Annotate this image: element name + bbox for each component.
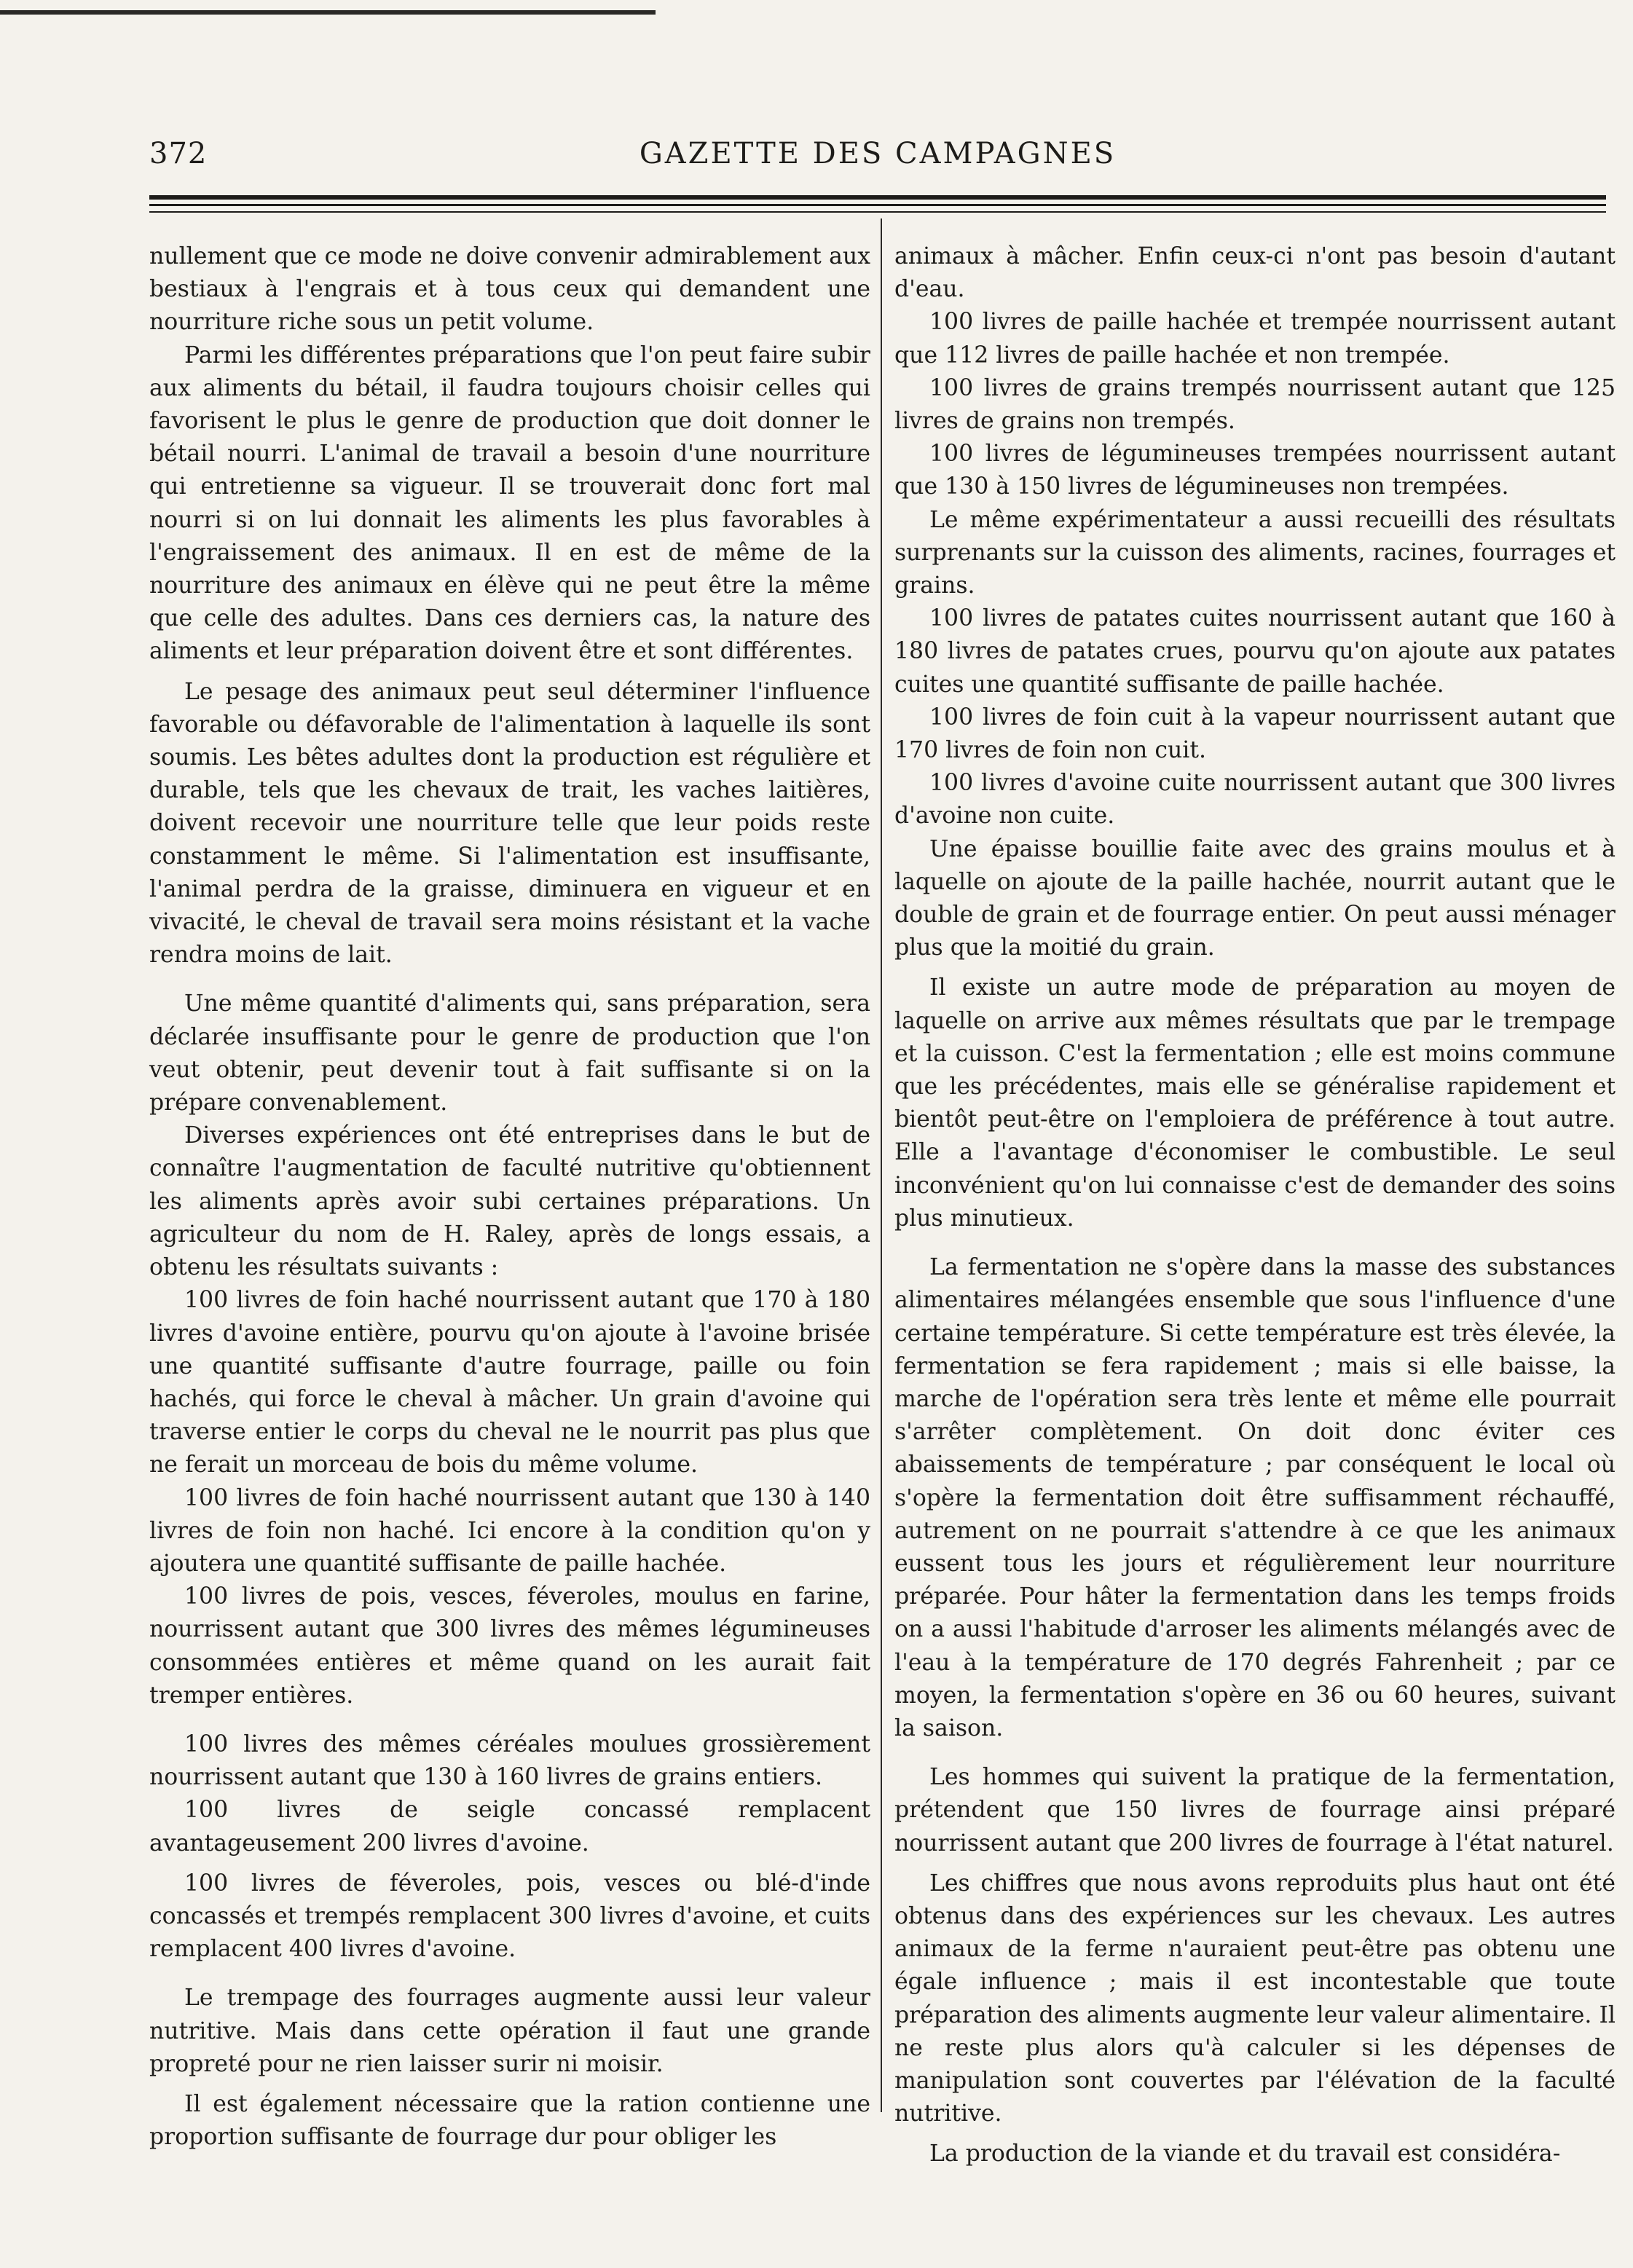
paragraph: 100 livres d'avoine cuite nourrissent autant que 300 livres d'avoine non cuite. (894, 770, 1616, 830)
paragraph: Une épaisse bouillie faite avec des grains moulus et à laquelle on ajoute de la paille hachée, nourrit autant que le double de grain et de fourrage entier. On peut aussi ménager plus que la moitié du grain. (894, 835, 1616, 961)
paragraph: Parmi les différentes préparations que l'on peut faire subir aux aliments du bétail, il faudra toujours choisir celles qui favorisent le plus le genre de production que doit donner le bétail nourri. L'animal de travail a besoin d'une nourriture qui entretienne sa vigueur. Il se trouverait donc fort mal nourri si on lui donnait les aliments les plus favorables à l'engraissement des animaux. Il en est de même de la nourriture des animaux en élève qui ne peut être la même que celle des adultes. Dans ces derniers cas, la nature des aliments et leur préparation doivent être et sont différentes. (149, 342, 870, 665)
paragraph: 100 livres de patates cuites nourrissent autant que 160 à 180 livres de patates crues, pourvu qu'on ajoute aux patates cuites une quantité suffisante de paille hachée. (894, 605, 1616, 698)
paragraph: 100 livres de seigle concassé remplacent avantageusement 200 livres d'avoine. (149, 1797, 870, 1856)
paragraph: 100 livres de pois, vesces, féveroles, moulus en farine, nourrissent autant que 300 livres des mêmes légumineuses consommées entières et même quand on les aurait fait tremper entières. (149, 1583, 870, 1709)
top-rule (0, 10, 656, 15)
paragraph: animaux à mâcher. Enfin ceux-ci n'ont pas besoin d'autant d'eau. (894, 243, 1616, 303)
paragraph: 100 livres de grains trempés nourrissent autant que 125 livres de grains non trempés. (894, 374, 1616, 435)
paragraph: nullement que ce mode ne doive convenir admirablement aux bestiaux à l'engrais et à tous ceux qui demandent une nourriture riche sous un petit volume. (149, 243, 870, 336)
paragraph: 100 livres de foin haché nourrissent autant que 130 à 140 livres de foin non haché. Ici encore à la condition qu'on y ajoutera une quantité suffisante de paille hachée. (149, 1484, 870, 1577)
paragraph: 100 livres de foin haché nourrissent autant que 170 à 180 livres d'avoine entière, pourvu qu'on ajoute à l'avoine brisée une quantité suffisante d'autre fourrage, paille ou foin hachés, qui force le cheval à mâcher. Un grain d'avoine qui traverse entier le corps du cheval ne le nourrit pas plus que ne ferait un morceau de bois du même volume. (149, 1287, 870, 1478)
paragraph: Il est également nécessaire que la ration contienne une proportion suffisante de fourrage dur pour obliger les (149, 2090, 870, 2151)
page-number: 372 (149, 137, 208, 170)
paragraph: Le pesage des animaux peut seul déterminer l'influence favorable ou défavorable de l'alimentation à laquelle ils sont soumis. Les bêtes adultes dont la production est régulière et durable, tels que les chevaux de trait, les vaches laitières, doivent recevoir une nourriture telle que leur poids reste constamment le même. Si l'alimentation est insuffisante, l'animal perdra de la graisse, diminuera en vigueur et en vivacité, le cheval de travail sera moins résistant et la vache rendra moins de lait. (149, 678, 870, 969)
left-column (149, 240, 870, 2154)
paragraph: 100 livres de féveroles, pois, vesces ou blé-d'inde concassés et trempés remplacent 300 livres d'avoine, et cuits remplacent 400 livres d'avoine. (149, 1870, 870, 1963)
paragraph: La production de la viande et du travail est considéra- (929, 2141, 1561, 2167)
paragraph: 100 livres de foin cuit à la vapeur nourrissent autant que 170 livres de foin non cuit. (894, 704, 1616, 764)
paragraph: 100 livres de paille hachée et trempée nourrissent autant que 112 livres de paille hachée et non trempée. (894, 309, 1616, 369)
right-column (894, 240, 1616, 2171)
paragraph: Le même expérimentateur a aussi recueilli des résultats surprenants sur la cuisson des aliments, racines, fourrages et grains. (894, 506, 1616, 599)
paragraph: 100 livres des mêmes céréales moulues grossièrement nourrissent autant que 130 à 160 livres de grains entiers. (149, 1730, 870, 1791)
paragraph: Les hommes qui suivent la pratique de la fermentation, prétendent que 150 livres de fourrage ainsi préparé nourrissent autant que 200 livres de fourrage à l'état naturel. (894, 1764, 1616, 1856)
header-rule (149, 195, 1606, 200)
page-header (149, 131, 1606, 182)
paragraph: La fermentation ne s'opère dans la masse des substances alimentaires mélangées ensemble que sous l'influence d'une certaine température. Si cette température est très élevée, la fermentation se fera rapidement ; mais si elle baisse, la marche de l'opération sera très lente et même elle pourrait s'arrêter complètement. On doit donc éviter ces abaissements de température ; par conséquent le local où s'opère la fermentation doit être suffisamment réchauffé, autrement on ne pourrait s'attendre à ce que les animaux eussent tous les jours et régulièrement leur nourriture préparée. Pour hâter la fermentation dans les temps froids on a aussi l'habitude d'arroser les aliments mélangés avec de l'eau à la température de 170 degrés Fahrenheit ; par ce moyen, la fermentation s'opère en 36 ou 60 heures, suivant la saison. (894, 1254, 1616, 1741)
paragraph: 100 livres de légumineuses trempées nourrissent autant que 130 à 150 livres de légumineuses non trempées. (894, 441, 1616, 500)
journal-title: GAZETTE DES CAMPAGNES (639, 137, 1117, 170)
paragraph: Les chiffres que nous avons reproduits plus haut ont été obtenus dans des expériences sur les chevaux. Les autres animaux de la ferme n'auraient peut-être pas obtenu une égale influence ; mais il est incontestable que toute préparation des aliments augmente leur valeur alimentaire. Il ne reste plus alors qu'à calculer si les dépenses de manipulation sont couvertes par l'élévation de la faculté nutritive. (894, 1870, 1616, 2127)
paragraph: Le trempage des fourrages augmente aussi leur valeur nutritive. Mais dans cette opération il faut une grande propreté pour ne rien laisser surir ni moisir. (149, 1985, 870, 2077)
header-rule (149, 204, 1606, 206)
column-divider (881, 218, 882, 2112)
paragraph: Il existe un autre mode de préparation au moyen de laquelle on arrive aux mêmes résultats que par le trempage et la cuisson. C'est la fermentation ; elle est moins commune que les précédentes, mais elle se généralise rapidement et bientôt peut-être on l'emploiera de préférence à tout autre. Elle a l'avantage d'économiser le combustible. Le seul inconvénient qu'on lui connaisse c'est de demander des soins plus minutieux. (894, 974, 1616, 1232)
header-rule (149, 211, 1606, 213)
paragraph: Une même quantité d'aliments qui, sans préparation, sera déclarée insuffisante pour le genre de production que l'on veut obtenir, peut devenir tout à fait suffisante si on la prépare convenablement. (149, 991, 870, 1117)
paragraph: Diverses expériences ont été entreprises dans le but de connaître l'augmentation de faculté nutritive qu'obtiennent les aliments après avoir subi certaines préparations. Un agriculteur du nom de H. Raley, après de longs essais, a obtenu les résultats suivants : (149, 1122, 870, 1281)
